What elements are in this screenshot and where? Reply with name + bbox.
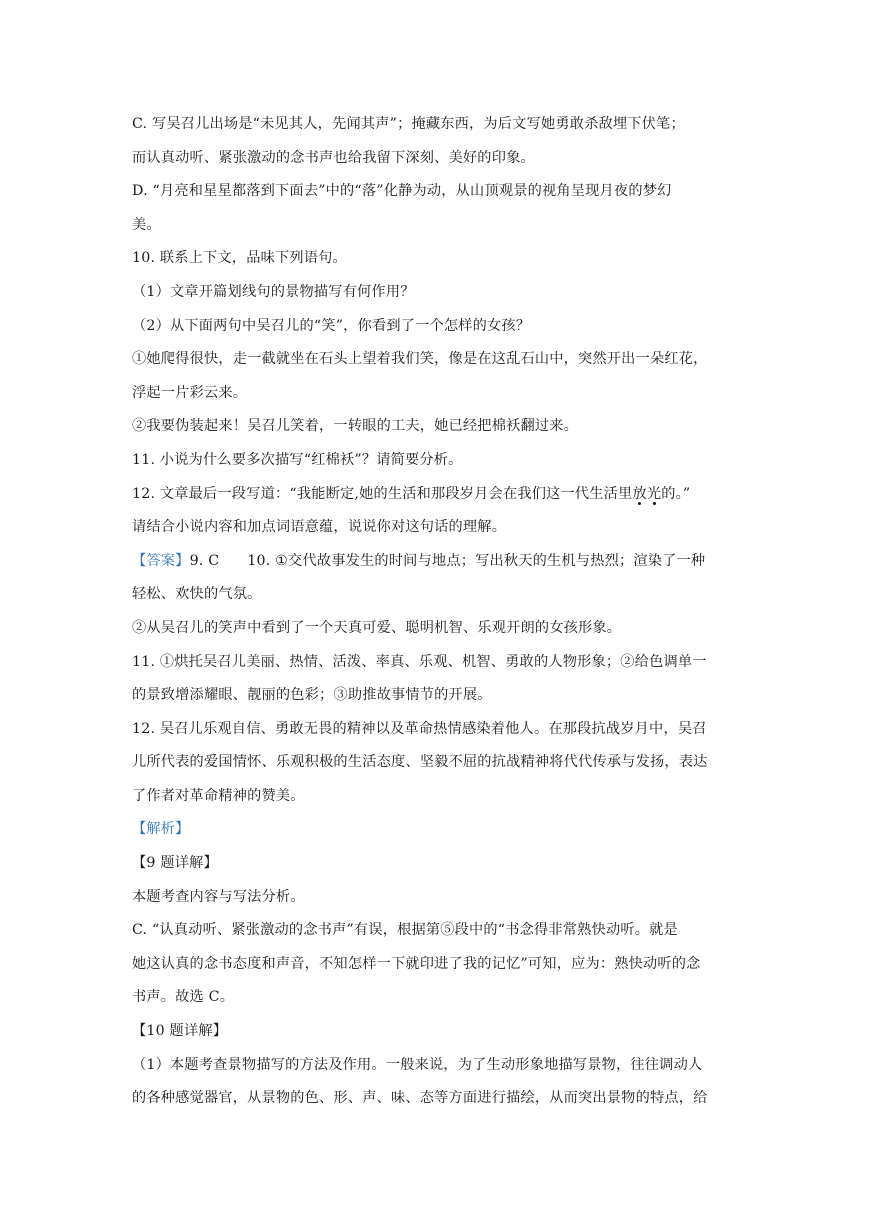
answer-12-line-3: 了作者对革命精神的赞美。 [132, 787, 305, 804]
detail-9-line-4: 书声。故选 C。 [132, 989, 235, 1006]
detail-9-line-2: C. “认真动听、紧张激动的念书声”有误，根据第⑤段中的“书念得非常熟快动听。就是 [132, 922, 678, 939]
question-10: 10. 联系上下文，品味下列语句。 [132, 250, 347, 267]
detail-10-heading: 【10 题详解】 [132, 1023, 228, 1040]
answer-line-2: 轻松、欢快的气氛。 [132, 586, 262, 603]
question-12-line-1 [132, 478, 742, 512]
option-c-line-1: C. 写吴召儿出场是“未见其人，先闻其声”；掩藏东西，为后文写她勇敢杀敌埋下伏笔； [132, 116, 685, 132]
answer-12-line-2: 儿所代表的爱国情怀、乐观积极的生活态度、坚毅不屈的抗战精神将代代传承与发扬，表达 [132, 754, 708, 771]
quote-1-line-1: ①她爬得很快，走一截就坐在石头上望着我们笑，像是在这乱石山中，突然开出一朵红花， [132, 351, 708, 368]
question-10-part-1: （1）文章开篇划线句的景物描写有何作用？ [132, 283, 415, 300]
answer-10-part-2: ②从吴召儿的笑声中看到了一个天真可爱、聪明机智、乐观开朗的女孩形象。 [132, 619, 622, 636]
answer-11-line-1: 11. ①烘托吴召儿美丽、热情、活泼、率真、乐观、机智、勇敢的人物形象；②给色调单一 [132, 653, 707, 670]
detail-9-heading: 【9 题详解】 [132, 855, 218, 872]
detail-10-line-2: 的各种感觉器官，从景物的色、形、声、味、态等方面进行描绘，从而突出景物的特点，给 [132, 1090, 708, 1107]
answer-9: 9. C [189, 552, 220, 569]
option-c-line-2: 而认真动听、紧张激动的念书声也给我留下深刻、美好的印象。 [132, 149, 535, 166]
answer-11-line-2: 的景致增添耀眼、靓丽的色彩；③助推故事情节的开展。 [132, 687, 492, 704]
question-11: 11. 小说为什么要多次描写“红棉袄”？请简要分析。 [132, 451, 463, 468]
detail-9-line-1: 本题考查内容与写法分析。 [132, 888, 305, 905]
option-d-line-1: D. “月亮和星星都落到下面去”中的“落”化静为动，从山顶观景的视角呈现月夜的梦幻 [132, 183, 672, 200]
document-body [132, 108, 742, 1116]
emphasis-dot-char: 光 [646, 485, 662, 502]
quote-2: ②我要伪装起来！吴召儿笑着，一转眼的工夫，她已经把棉袄翻过来。 [132, 418, 579, 435]
answer-tag: 【答案】 [132, 552, 190, 569]
answer-12-line-1: 12. 吴召儿乐观自信、勇敢无畏的精神以及革命热情感染着他人。在那段抗战岁月中，吴召 [132, 720, 707, 737]
analysis-tag: 【解析】 [132, 821, 190, 838]
emphasis-dot-char: 放 [632, 485, 647, 502]
detail-9-line-3: 她这认真的念书态度和声音，不知怎样一下就印进了我的记忆”可知，应为：熟快动听的念 [132, 955, 701, 972]
answer-10-part-1: 10. ①交代故事发生的时间与地点；写出秋天的生机与热烈；渲染了一种 [247, 552, 706, 569]
option-d-line-2: 美。 [132, 216, 161, 233]
question-12-line-2: 请结合小说内容和加点词语意蕴，说说你对这句话的理解。 [132, 519, 507, 536]
question-10-part-2: （2）从下面两句中吴召儿的“笑”，你看到了一个怎样的女孩？ [132, 317, 531, 334]
question-12-text: 12. 文章最后一段写道：“我能断定,她的生活和那段岁月会在我们这一代生活里 [132, 485, 633, 502]
quote-1-line-2: 浮起一片彩云来。 [132, 384, 248, 401]
answer-line-1 [132, 545, 742, 579]
question-12-tail: 的。” [661, 485, 691, 502]
detail-10-line-1: （1）本题考查景物描写的方法及作用。一般来说，为了生动形象地描写景物，往往调动人 [132, 1056, 703, 1073]
